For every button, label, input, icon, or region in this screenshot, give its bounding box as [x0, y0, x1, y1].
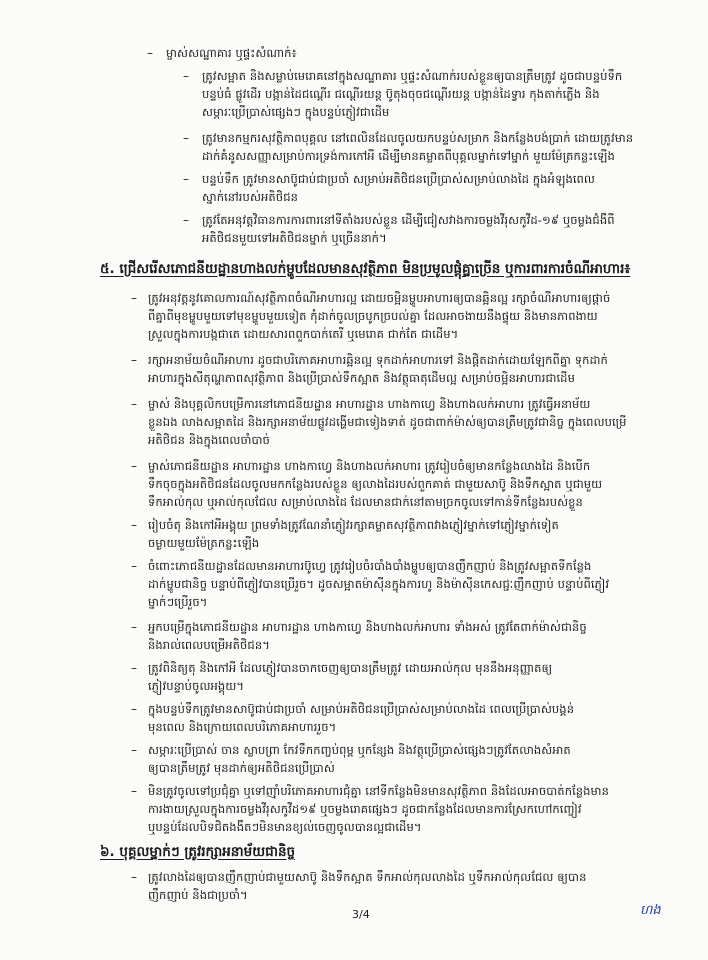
section-5-bullet-line: ចម្ងាយមួយម៉ែត្រកន្លះឡើង	[148, 536, 260, 550]
section-5-bullet-line: ឬបន្ទប់ដែលបិទជិតងងឹតៗមិនមានខ្យល់ចេញចូលបានល្អជាដើម។	[148, 820, 422, 834]
section-5-bullet-dash: –	[131, 743, 137, 757]
section-5-bullet-line: ម្ចាស់ភោជនីយដ្ឋាន អាហារដ្ឋាន ហាងកាហ្វេ និងហាងលក់អាហារ ត្រូវរៀបចំឲ្យមានកន្លែងលាងដៃ និងបើក	[148, 459, 591, 473]
section-5-bullet-line: ការងាយស្រួលក្នុងការចម្លងវីរុសកូវីដ១៩ ឬចម្លងរោគផ្សេងៗ ដូចជាកន្លែងដែលមានការស្រែកហៅកញ្ចៀវ	[148, 802, 582, 816]
section-6-bullet-line: ញឹកញាប់ និងជាប្រចាំ។	[148, 888, 248, 902]
section-5-bullet-dash: –	[131, 353, 137, 367]
section-5-bullet-line: អ្នកបម្រើក្នុងភោជនីយដ្ឋាន អាហារដ្ឋាន ហាងកាហ្វេ និងហាងលក់អាហារ ទាំងអស់ ត្រូវតែពាក់ម៉ាស់ជានិច្ច	[148, 620, 587, 634]
sub-bullet-line: បន្ទប់ធំ ផ្លូវដើរ បង្កាន់ដៃជណ្តើរ ជណ្តើរយន្ត ប៊ូតុងចុចជណ្តើរយន្ត បង្កាន់ដៃទ្វារ កុងតាក់ភ្លើង និង	[202, 87, 600, 101]
sub-bullet-line: ត្រូវតែអនុវត្តវិធានការការពារនៅទីតាំងរបស់ខ្លួន ដើម្បីជៀសវាងការចម្លងវីរុសកូវីដ-១៩ ឬចម្លងជំងឺពី	[202, 213, 615, 227]
section-5-bullet-dash: –	[131, 661, 137, 675]
section-5-bullet-line: ឲ្យបានត្រឹមត្រូវ មុនដាក់ឲ្យអតិថិជនប្រើប្រាស់	[148, 761, 335, 775]
section-5-bullet-line: ទឹកចុចក្នុងអតិថិជនដែលចូលមកកន្លែងរបស់ខ្លួន ឲ្យលាងដៃរបស់ពួកគាត់ ជាមួយសាប៊ូ និងទឹកស្អាត ឬជាមួយ	[148, 477, 603, 491]
sub-item-dash: –	[147, 46, 153, 60]
section-5-bullet-line: អតិថិជន និងក្នុងពេលចាំបាច់	[148, 433, 270, 447]
section-5-bullet-line: អាហារក្នុងសីតុណ្ហភាពសុវត្ថិភាព និងប្រើប្រាស់ទឹកស្អាត និងវត្ថុធាតុដើមល្អ សម្រាប់ចម្អិនអាហារជាដើម	[148, 371, 575, 385]
sub-bullet-line: សម្ភារៈប្រើប្រាស់ផ្សេងៗ ក្នុងបន្ទប់ភ្ញៀវជាដើម	[202, 105, 390, 119]
section-5-bullet-dash: –	[131, 559, 137, 573]
section-5-bullet-line: ដាក់ម្ហូបជានិច្ច បន្ទាប់ពីភ្ញៀវបានប្រើរួច។ ដូចសម្អាតម៉ាស៊ីនក្នុងការហូ និងម៉ាស៊ីនកេសជ្ជៈញឹកញាប់ បន្ទាប់ពីភ្ញៀវ	[148, 577, 610, 591]
sub-bullet-line: ស្នាក់នៅរបស់អតិថិជន	[202, 190, 298, 204]
sub-bullet-dash: –	[183, 131, 189, 145]
sub-bullet-line: ដាក់គំនូសសញ្ញាសម្រាប់ការទ្រង់ការកៅអី ដើម្បីមានគម្លាតពីបុគ្គលម្នាក់ទៅម្នាក់ មួយម៉ែត្រកន្លះឡើង	[202, 149, 615, 163]
sub-bullet-line: ត្រូវសម្អាត និងសម្លាប់មេរោគនៅក្នុងសណ្ឋាគារ ឬផ្ទះសំណាក់របស់ខ្លួនឲ្យបានត្រឹមត្រូវ ដូចជាបន្ទប់ទឹក	[202, 69, 623, 83]
section-5-bullet-dash: –	[131, 702, 137, 716]
section-6-bullet-line: ត្រូវលាងដៃឲ្យបានញឹកញាប់ជាមួយសាប៊ូ និងទឹកស្អាត ទឹកអាល់កុលលាងដៃ ឬទឹកអាល់កុលជែល ឲ្យបាន	[148, 870, 587, 884]
section-5-bullet-line: ម្ចាស់ និងបុគ្គលិកបម្រើការនៅភោជនីយដ្ឋាន អាហារដ្ឋាន ហាងកាហ្វេ និងហាងលក់អាហារ ត្រូវធ្វើអនាម័យ	[148, 397, 591, 411]
section-5-bullet-dash: –	[131, 291, 137, 305]
sub-item-label: ម្ចាស់សណ្ឋាគារ ឬផ្ទះសំណាក់៖	[166, 46, 297, 60]
sub-bullet-line: អតិថិជនមួយទៅអតិថិជនម្នាក់ ឬច្រើននាក់។	[202, 231, 387, 245]
section-5-bullet-line: ភ្ញៀវបន្ទាប់ចូលអង្គុយ។	[148, 679, 245, 693]
section-5-bullet-dash: –	[131, 459, 137, 473]
section-5-bullet-line: ម្នាក់ៗប្រើរួច។	[148, 595, 208, 609]
section-5-bullet-line: ត្រូវអនុវត្តនូវគោលការណ៍សុវត្ថិភាពចំណីអាហារល្អ ដោយចម្អិនម្ហូបអាហារឲ្យបានឆ្អិនល្អ រក្សាចំណីអាហារឲ្យផ្តាច់	[148, 291, 611, 305]
section-5-bullet-dash: –	[131, 518, 137, 532]
sub-bullet-line: បន្ទប់ទឹក ត្រូវមានសាប៊ូជាប់ជាប្រចាំ សម្រាប់អតិថិជនប្រើប្រាស់សម្រាប់លាងដៃ ក្នុងអំឡុងពេល	[202, 172, 595, 186]
section-5-heading: ៥. ជ្រើសរើសភោជនីយដ្ឋានហាងលក់ម្ហូបដែលមានសុវត្ថិភាព មិនប្រមូលផ្តុំគ្នាច្រើន ឬការពារការចំណីអាហារ៖	[100, 261, 631, 277]
section-5-bullet-dash: –	[131, 784, 137, 798]
section-5-bullet-line: ក្នុងបន្ទប់ទឹកត្រូវមានសាប៊ូជាប់ជាប្រចាំ សម្រាប់អតិថិជនប្រើប្រាស់សម្រាប់លាងដៃ ពេលប្រើប្រាស់បង្គន់	[148, 702, 575, 716]
sub-bullet-line: ត្រូវមានកម្មករសុវត្ថិភាពបុគ្គល នៅពេលិនដែលចូលយកបន្ទប់សម្រាក និងកន្លែងបង់ប្រាក់ ដោយត្រូវមាន	[202, 131, 634, 145]
section-6-bullet-dash: –	[131, 870, 137, 884]
section-5-bullet-line: រៀបចំតុ និងកៅអីអង្គុយ ព្រមទាំងត្រូវណែនាំភ្ញៀវរក្សាគម្លាតសុវត្ថិភាពវាងភ្ញៀវម្នាក់ទៅភ្ញៀវម្នាក់ទៀត	[148, 518, 559, 532]
section-5-bullet-line: មិនត្រូវចូលទៅប្រជុំគ្នា ឬទៅញ៉ាំបរិភោគអាហារជុំគ្នា នៅទីកន្លែងមិនមានសុវត្ថិភាព និងដែលអាចបាត់កន្លែងមាន	[148, 784, 610, 798]
section-6-heading: ៦. បុគ្គលម្នាក់ៗ ត្រូវរក្សាអនាម័យជានិច្ច	[100, 844, 296, 860]
section-5-bullet-line: ត្រូវពិនិត្យតុ និងកៅអី ដែលភ្ញៀវបានចាកចេញឲ្យបានត្រឹមត្រូវ ដោយអាល់កុល មុននឹងអនុញ្ញាតឲ្យ	[148, 661, 553, 675]
section-5-bullet-dash: –	[131, 397, 137, 411]
section-5-bullet-line: មុនពេល និងក្រោយពេលបរិភោគអាហាររួច។	[148, 720, 337, 734]
handwritten-initials: ហង	[640, 903, 661, 918]
section-5-bullet-line: ពីគ្នាពីមុខម្ហូបមួយទៅមុខម្ហូបមួយទៀត កុំដាក់ចូលច្របូកច្របល់គ្នា ដែលអាចងាយនឹងផ្ទុយ និងមានភាពងាយ	[148, 309, 598, 323]
section-5-bullet-line: ខ្លួនឯង លាងសម្អាតដៃ និងរក្សាអនាម័យផ្លូវដង្ហើមជាទៀងទាត់ ដូចជាពាក់ម៉ាស់ឲ្យបានត្រឹមត្រូវជានិច្ច ក្នុងពេលបម្រើ	[148, 415, 627, 429]
section-5-bullet-line: ស្រួលក្នុងការបង្កជាតេ ដោយសារពពួកបាក់តេរី ឬមេរោគ ជាក់តែ ជាដើម។	[148, 327, 459, 341]
page-number: 3/4	[352, 908, 370, 921]
section-5-bullet-line: និងរាល់ពេលបម្រើអតិថិជន។	[148, 638, 270, 652]
section-5-bullet-dash: –	[131, 620, 137, 634]
section-5-bullet-line: រក្សាអនាម័យចំណីអាហារ ដូចជាបរិភោគអាហារឆ្អិនល្អ ទុកដាក់អាហារទៅ និងផ្តិតដាក់ដោយឡែកពីគ្នា ទុកដាក់	[148, 353, 608, 367]
section-5-bullet-line: ចំពោះភោជនីយដ្ឋានដែលមានអាហារប៊ូហ្វេ ត្រូវរៀបចំរបាំងបាំងម្ហូបឲ្យបានញឹកញាប់ និងត្រូវសម្អាតទីកន្លែង	[148, 559, 592, 573]
section-5-bullet-line: ទឹកអាល់កុល ឬអាល់កុលជែល សម្រាប់លាងដៃ ដែលមានជាក់នៅតាមច្រកចូលទៅកាន់ទីកន្លែងរបស់ខ្លួន	[148, 495, 583, 509]
sub-bullet-dash: –	[183, 213, 189, 227]
section-5-bullet-line: សម្ភារៈប្រើប្រាស់ ចាន ស្លាបព្រា កែវទឹកកញ្ចប់ពុម្ព ឬកន្សែង និងវត្ថុប្រើប្រាស់ផ្សេងៗត្រូវតែលាងសំអាត	[148, 743, 571, 757]
sub-bullet-dash: –	[183, 172, 189, 186]
sub-bullet-dash: –	[183, 69, 189, 83]
